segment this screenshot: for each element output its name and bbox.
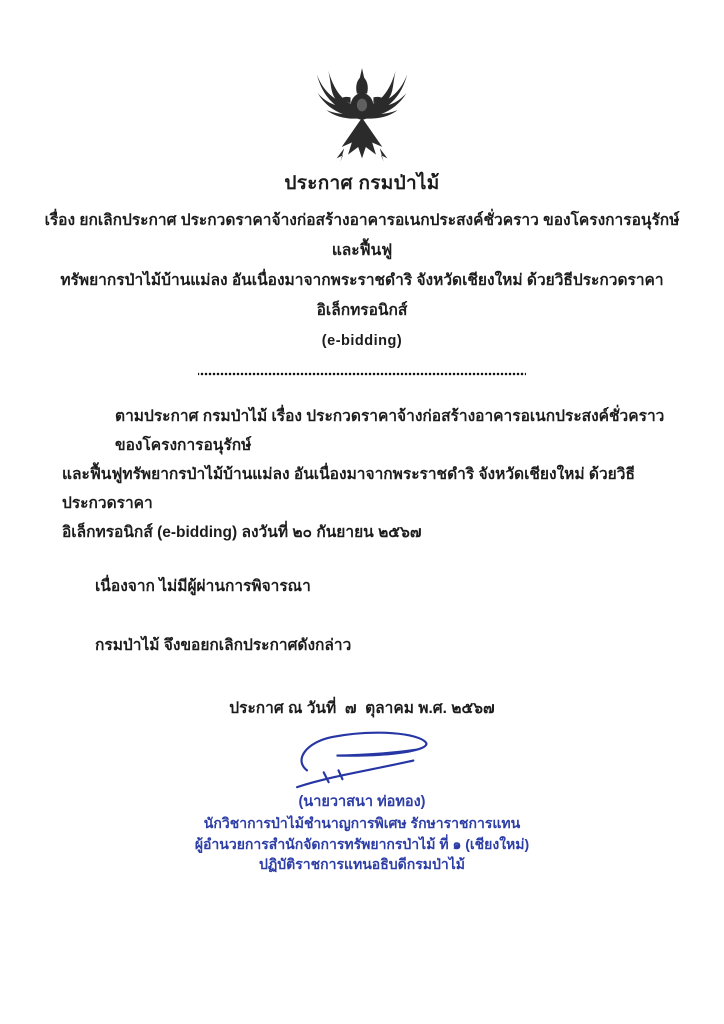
page-title: ประกาศ กรมป่าไม้ xyxy=(284,173,440,194)
subject-line: เรื่อง ยกเลิกประกาศ ประกวดราคาจ้างก่อสร้างอาคารอเนกประสงค์ชั่วคราว ของโครงการอนุรักษ์และฟื้นฟู xyxy=(44,212,680,259)
subject-line-ebidding: (e-bidding) xyxy=(321,333,403,349)
signer-title: ผู้อำนวยการสำนักจัดการทรัพยากรป่าไม้ ที่ ๑ (เชียงใหม่) xyxy=(194,835,530,852)
subject-line: ทรัพยากรป่าไม้บ้านแม่ลง อันเนื่องมาจากพระราชดำริ จังหวัดเชียงใหม่ ด้วยวิธีประกวดราคาอิเล็กทรอนิกส์ xyxy=(60,272,664,319)
body-paragraph xyxy=(0,402,724,547)
garuda-emblem-icon xyxy=(0,0,724,166)
signer-title: นักวิชาการป่าไม้ชำนาญการพิเศษ รักษาราชการแทน xyxy=(203,815,521,831)
subject-block xyxy=(0,206,724,356)
body-line: อิเล็กทรอนิกส์ (e-bidding) ลงวันที่ ๒๐ กันยายน ๒๕๖๗ xyxy=(62,524,422,541)
body-line: ตามประกาศ กรมป่าไม้ เรื่อง ประกวดราคาจ้างก่อสร้างอาคารอเนกประสงค์ชั่วคราว ของโครงการอนุรักษ์ xyxy=(115,408,665,454)
reason-line: เนื่องจาก ไม่มีผู้ผ่านการพิจารณา xyxy=(95,578,311,595)
signer-name: (นายวาสนา ท่อทอง) xyxy=(298,794,426,810)
handwritten-signature xyxy=(280,730,458,794)
signature-block xyxy=(0,730,724,875)
signer-title: ปฏิบัติราชการแทนอธิบดีกรมป่าไม้ xyxy=(258,856,465,872)
body-line: และฟื้นฟูทรัพยากรป่าไม้บ้านแม่ลง อันเนื่องมาจากพระราชดำริ จังหวัดเชียงใหม่ ด้วยวิธีประกวดราคา xyxy=(62,466,635,512)
dotted-divider xyxy=(198,372,526,376)
announcement-date-line: ประกาศ ณ วันที่ ๗ ตุลาคม พ.ศ. ๒๕๖๗ xyxy=(229,700,495,717)
cancellation-line: กรมป่าไม้ จึงขอยกเลิกประกาศดังกล่าว xyxy=(95,637,352,654)
